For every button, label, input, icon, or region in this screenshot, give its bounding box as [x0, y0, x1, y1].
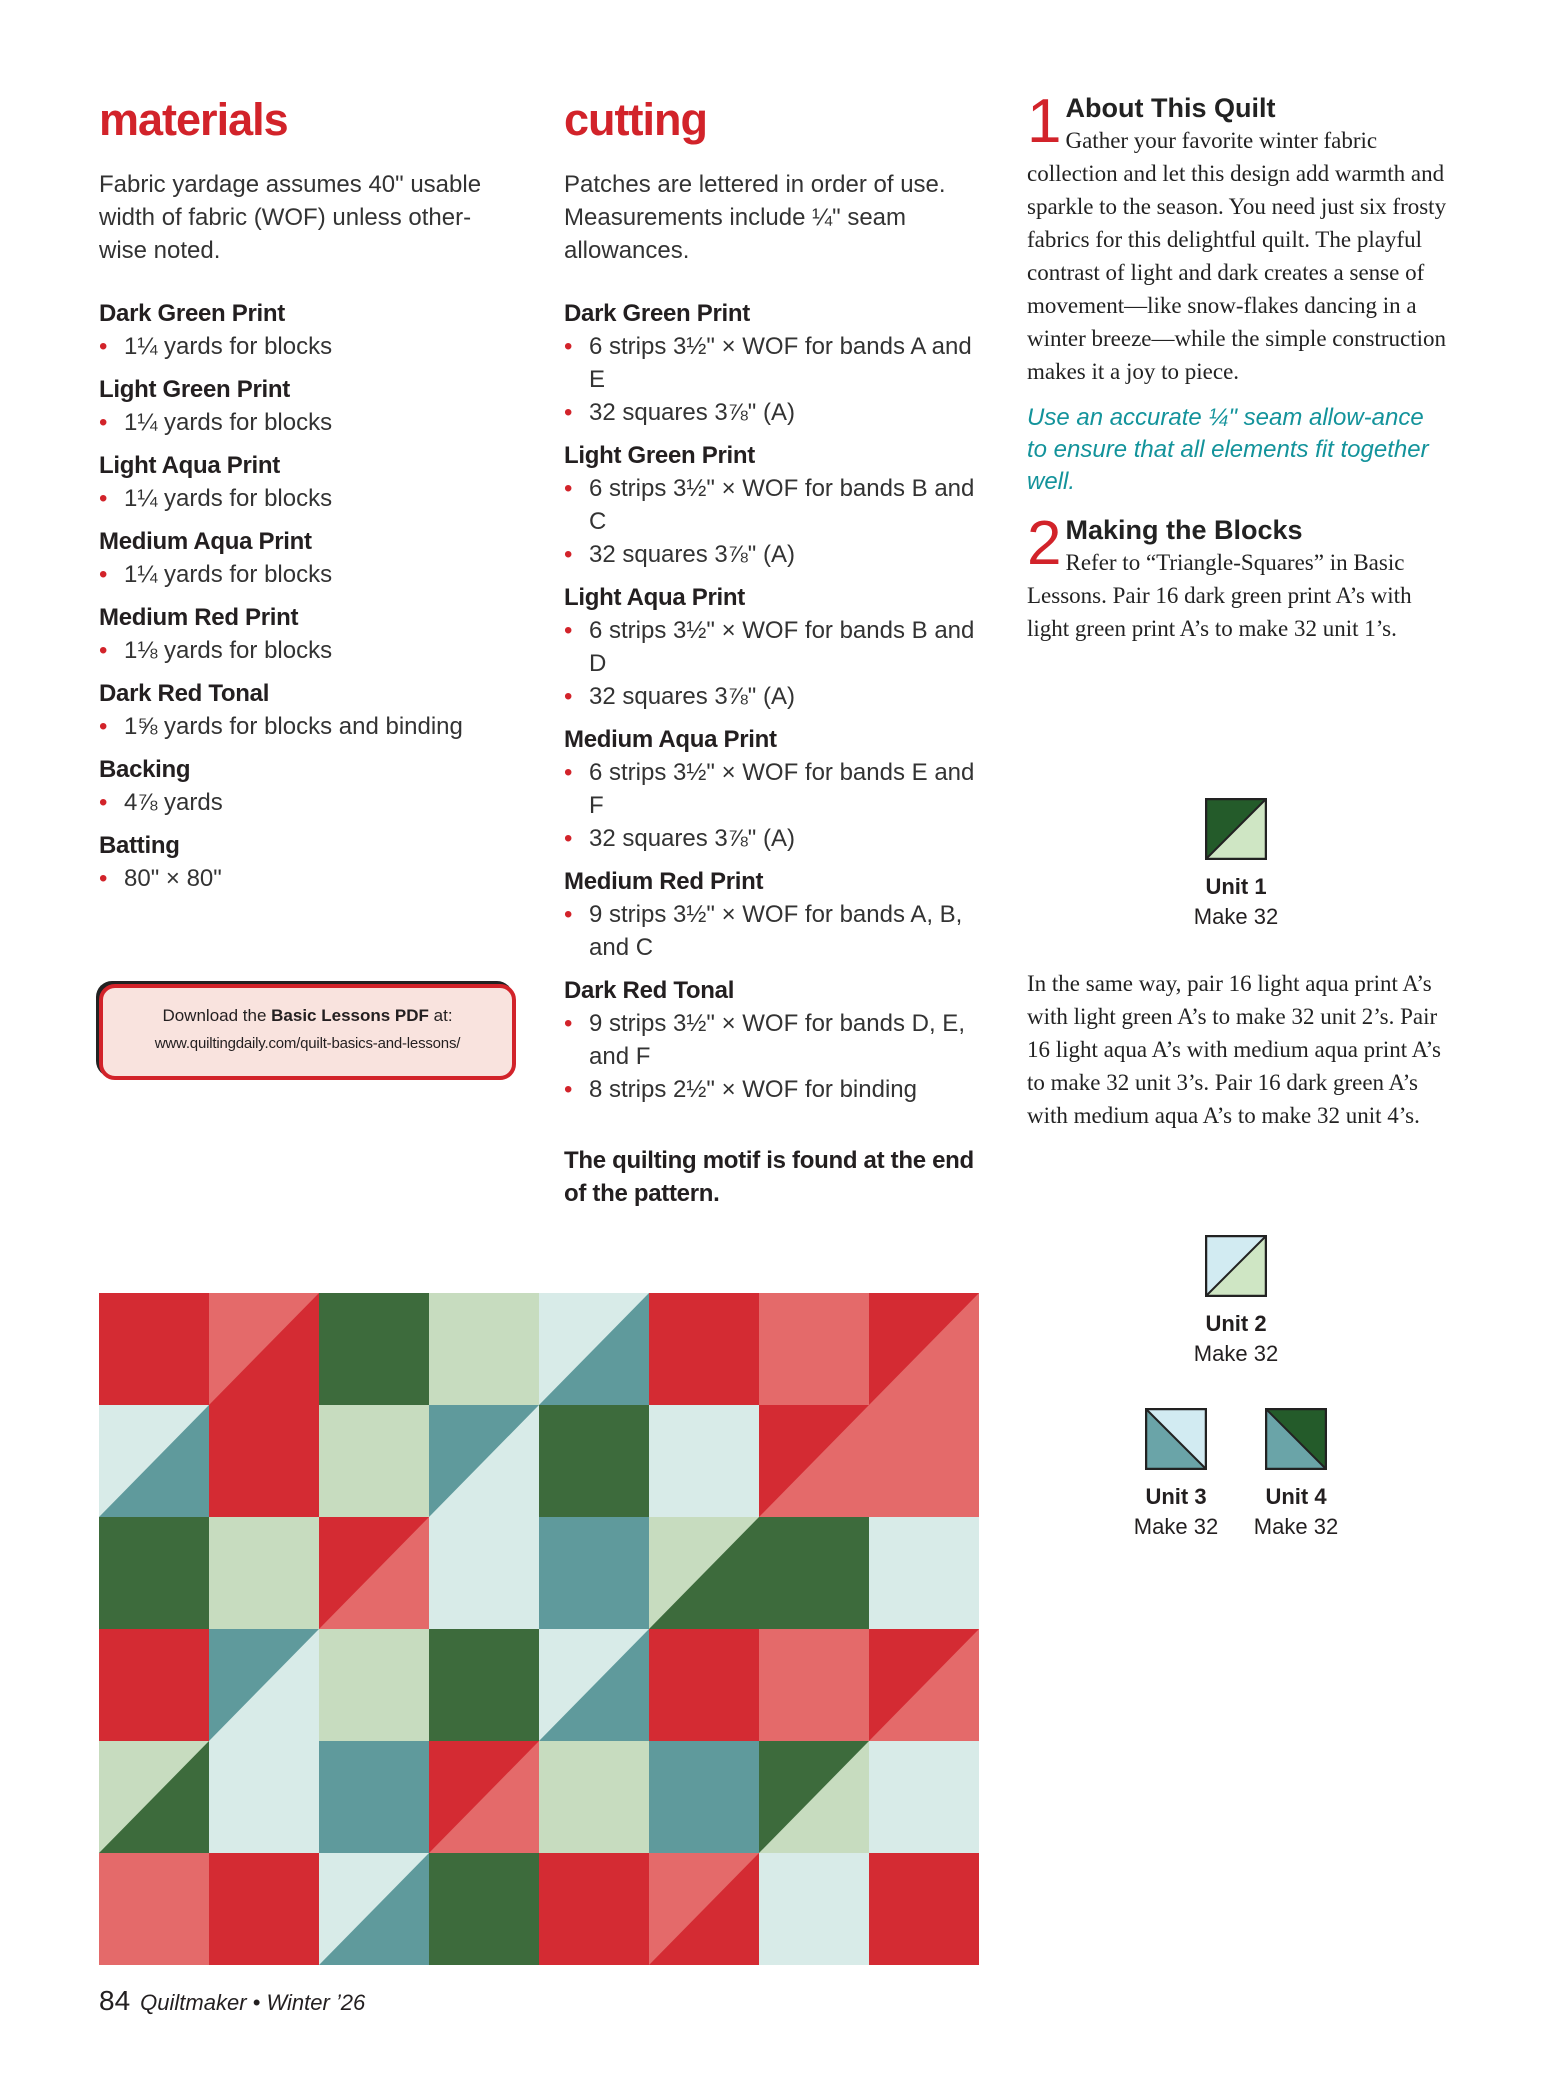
fabric-item: • 4⅞ yards — [99, 786, 519, 819]
fabric-name: Dark Green Print — [99, 300, 285, 327]
materials-column — [99, 90, 519, 905]
fabric-group — [99, 829, 519, 895]
quilt-patch — [429, 1629, 539, 1741]
unit-4-diagram — [1226, 1408, 1366, 1542]
fabric-item: • 6 strips 3½" × WOF for bands B and C — [564, 472, 994, 538]
unit-label: Unit 3 — [1145, 1484, 1207, 1509]
materials-title: materials — [99, 94, 288, 145]
instructions-column — [1027, 87, 1447, 1128]
materials-intro: Fabric yardage assumes 40" usable width of fabric (WOF) unless other-wise noted. — [99, 171, 482, 264]
step-1 — [1027, 87, 1447, 388]
quilt-patch — [649, 1741, 759, 1853]
quilt-patch — [759, 1517, 869, 1629]
unit-count: Make 32 — [1193, 904, 1279, 929]
quilt-patch — [539, 1405, 649, 1517]
fabric-name: Dark Red Tonal — [564, 977, 735, 1004]
fabric-name: Light Green Print — [564, 442, 755, 469]
step-title: About This Quilt — [1065, 93, 1276, 123]
page-footer — [99, 1985, 365, 2017]
page-number: 84 — [99, 1985, 131, 2016]
unit-count: Make 32 — [1133, 1514, 1219, 1539]
quilt-patch — [429, 1517, 539, 1629]
fabric-item: • 8 strips 2½" × WOF for binding — [564, 1073, 994, 1106]
quilt-patch — [209, 1405, 319, 1517]
fabric-name: Medium Red Print — [99, 604, 299, 631]
fabric-name: Backing — [99, 756, 191, 783]
fabric-group — [99, 373, 519, 439]
fabric-item: • 1¼ yards for blocks — [99, 482, 519, 515]
fabric-name: Medium Aqua Print — [564, 726, 777, 753]
unit-label: Unit 4 — [1265, 1484, 1327, 1509]
fabric-group — [99, 297, 519, 363]
fabric-item: • 9 strips 3½" × WOF for bands D, E, and F — [564, 1007, 994, 1073]
quilt-patch — [649, 1405, 759, 1517]
fabric-name: Light Aqua Print — [99, 452, 280, 479]
fabric-item: • 1¼ yards for blocks — [99, 406, 519, 439]
cutting-list — [564, 297, 994, 1106]
quilt-patch — [209, 1853, 319, 1965]
fabric-group — [564, 581, 994, 713]
cutting-intro: Patches are lettered in order of use. Measurements include ¼" seam allowances. — [564, 171, 946, 264]
quilt-patch — [209, 1741, 319, 1853]
fabric-item: • 6 strips 3½" × WOF for bands E and F — [564, 756, 994, 822]
unit-1-diagram — [1166, 798, 1306, 932]
step-number: 1 — [1027, 87, 1062, 156]
seam-tip: Use an accurate ¼" seam allow-ance to ensure that all elements fit together well. — [1027, 404, 1429, 495]
quilt-patch — [759, 1629, 869, 1741]
quilt-patch — [99, 1517, 209, 1629]
quilt-patch — [539, 1853, 649, 1965]
quilt-patch — [319, 1405, 429, 1517]
unit-count: Make 32 — [1253, 1514, 1339, 1539]
fabric-name: Dark Green Print — [564, 300, 750, 327]
fabric-item: • 32 squares 3⅞" (A) — [564, 680, 994, 713]
step-2-continued: In the same way, pair 16 light aqua print A’s with light green A’s to make 32 unit 2’s. Pair 16 light aqua A’s with medium aqua print A’s to make 32 unit 3’s. Pair 16 dark green A’s with medium aqua A’s to make 32 unit 4’s. — [1027, 971, 1441, 1128]
quilt-patch — [99, 1853, 209, 1965]
fabric-item: • 32 squares 3⅞" (A) — [564, 822, 994, 855]
fabric-name: Dark Red Tonal — [99, 680, 270, 707]
fabric-group — [564, 297, 994, 429]
triangle-square-icon — [1145, 1408, 1207, 1470]
download-suffix: at: — [428, 1006, 453, 1025]
fabric-item: • 1¼ yards for blocks — [99, 330, 519, 363]
fabric-name: Medium Red Print — [564, 868, 764, 895]
download-url-link[interactable]: www.quiltingdaily.com/quilt-basics-and-lessons/ — [154, 1035, 461, 1052]
fabric-group — [564, 865, 994, 964]
quilt-patch — [869, 1405, 979, 1517]
cutting-title: cutting — [564, 94, 707, 145]
quilt-patch — [539, 1741, 649, 1853]
quilt-patch — [429, 1293, 539, 1405]
fabric-group — [99, 601, 519, 667]
download-prefix: Download the — [162, 1006, 272, 1025]
triangle-square-icon — [1205, 798, 1267, 860]
quilt-patch — [759, 1293, 869, 1405]
fabric-item: • 9 strips 3½" × WOF for bands A, B, and C — [564, 898, 994, 964]
unit-label: Unit 2 — [1205, 1311, 1267, 1336]
quilt-patch — [319, 1741, 429, 1853]
quilt-patch — [99, 1629, 209, 1741]
download-callout — [99, 984, 516, 1080]
unit-label: Unit 1 — [1205, 874, 1267, 899]
fabric-name: Light Green Print — [99, 376, 290, 403]
step-text: Gather your favorite winter fabric collection and let this design add warmth and sparkle to the season. You need just six frosty fabrics for this delightful quilt. The playful contrast of light and dark creates a sense of movement—like snow-flakes dancing in a winter breeze—while the simple construction makes it a joy to piece. — [1027, 128, 1447, 384]
step-text: Refer to “Triangle-Squares” in Basic Lessons. Pair 16 dark green print A’s with light green print A’s to make 32 unit 1’s. — [1027, 550, 1412, 641]
quilt-patch — [429, 1853, 539, 1965]
triangle-square-icon — [1265, 1408, 1327, 1470]
fabric-group — [99, 677, 519, 743]
quilt-patch — [209, 1517, 319, 1629]
quilt-patch — [99, 1293, 209, 1405]
quilt-patch — [649, 1629, 759, 1741]
quilt-patch — [759, 1853, 869, 1965]
triangle-square-icon — [1205, 1235, 1267, 1297]
quilt-patch — [649, 1293, 759, 1405]
step-2 — [1027, 509, 1447, 645]
fabric-item: • 6 strips 3½" × WOF for bands B and D — [564, 614, 994, 680]
fabric-group — [99, 525, 519, 591]
fabric-group — [564, 439, 994, 571]
materials-list — [99, 297, 519, 895]
quilt-patch — [869, 1517, 979, 1629]
fabric-item: • 1⅛ yards for blocks — [99, 634, 519, 667]
fabric-name: Medium Aqua Print — [99, 528, 312, 555]
unit-2-diagram — [1166, 1235, 1306, 1369]
fabric-group — [99, 449, 519, 515]
fabric-item: • 1¼ yards for blocks — [99, 558, 519, 591]
fabric-group — [564, 974, 994, 1106]
unit-count: Make 32 — [1193, 1341, 1279, 1366]
unit-3-diagram — [1106, 1408, 1246, 1542]
fabric-name: Batting — [99, 832, 180, 859]
quilting-note: The quilting motif is found at the end of the pattern. — [564, 1147, 974, 1207]
quilt-patch — [539, 1517, 649, 1629]
fabric-item: • 80" × 80" — [99, 862, 519, 895]
step-title: Making the Blocks — [1065, 515, 1303, 545]
fabric-group — [99, 753, 519, 819]
fabric-item: • 32 squares 3⅞" (A) — [564, 538, 994, 571]
step-number: 2 — [1027, 509, 1062, 578]
quilt-patch — [319, 1293, 429, 1405]
fabric-item: • 6 strips 3½" × WOF for bands A and E — [564, 330, 994, 396]
quilt-patch — [869, 1853, 979, 1965]
quilt-patch — [869, 1741, 979, 1853]
quilt-patch — [319, 1629, 429, 1741]
download-bold: Basic Lessons PDF — [271, 1006, 429, 1025]
fabric-group — [564, 723, 994, 855]
publication-name: Quiltmaker • Winter ’26 — [140, 1990, 366, 2015]
fabric-item: • 32 squares 3⅞" (A) — [564, 396, 994, 429]
quilt-photo — [99, 1293, 979, 1965]
cutting-column — [564, 90, 994, 1210]
fabric-item: • 1⅝ yards for blocks and binding — [99, 710, 519, 743]
fabric-name: Light Aqua Print — [564, 584, 745, 611]
